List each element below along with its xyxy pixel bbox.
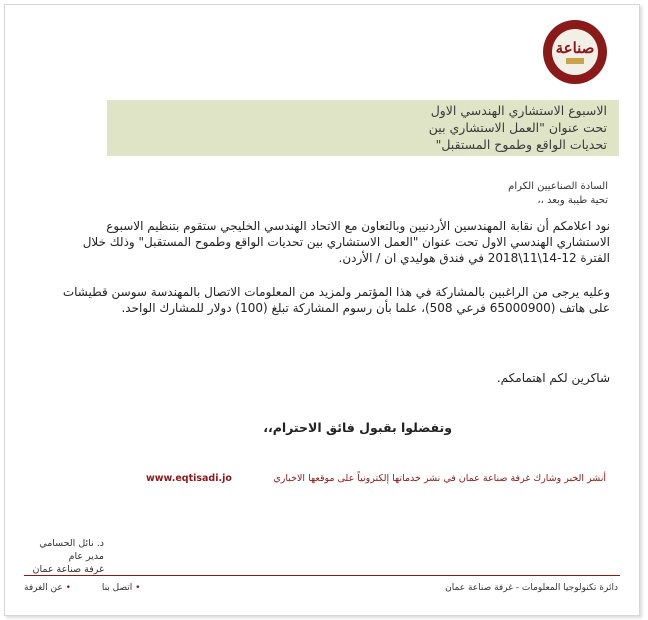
footer-links <box>24 583 164 593</box>
body-paragraph-2: وعليه يرجى من الراغبين بالمشاركة في هذا المؤتمر ولمزيد من المعلومات الاتصال بالمهندسة سوسن قطيشات على هاتف (65000900 فرعي 508)، علما بأن رسوم المشاركة تبلغ (100) دولار للمشارك الواحد. <box>62 285 610 315</box>
footer-link-about-label: عن الغرفة <box>24 583 63 593</box>
title-line-1: الاسبوع الاستشاري الهندسي الاول <box>430 103 607 118</box>
greeting-addressee: السادة الصناعيين الكرام <box>508 181 608 192</box>
logo-band <box>566 58 584 64</box>
title-line-3: تحديات الواقع وطموح المستقبل" <box>435 137 607 152</box>
logo-mark: صناعة <box>555 38 595 57</box>
bullet-icon: • <box>135 583 141 593</box>
chamber-logo <box>543 20 607 84</box>
greeting-salutation: تحية طيبة وبعد ،، <box>537 195 608 206</box>
thanks-line: شاكرين لكم اهتمامكم. <box>496 371 610 385</box>
bullet-icon: • <box>65 583 71 593</box>
signature-name: د. نائل الحسامي <box>39 538 104 549</box>
body-paragraph-1: نود اعلامكم أن نقابة المهندسين الأردنيين وبالتعاون مع الاتحاد الهندسي الخليجي ستقوم بتنظيم الاسبوع الاستشاري الهندسي الاول تحت عنوان "العمل الاستشاري بين تحديات الواقع وطموح المستقبل" وذلك خلال الفترة 12-14\11\2018 في فندق هوليدي ان / الأردن. <box>82 219 610 265</box>
closing-line: وتفضلوا بقبول فائق الاحترام،، <box>263 420 452 435</box>
footer-link-contact-label: اتصل بنا <box>101 583 133 593</box>
footer-divider <box>24 575 620 576</box>
title-line-2: تحت عنوان "العمل الاستشاري بين <box>428 120 607 135</box>
promo-text: أنشر الخبر وشارك غرفة صناعة عمان في نشر خدماتها إلكترونياً على موقعها الاخباري <box>273 473 606 484</box>
footer-link-about[interactable] <box>24 583 71 593</box>
footer-department: دائرة تكنولوجيا المعلومات - غرفة صناعة عمان <box>445 583 618 593</box>
signature-org: غرفة صناعة عمان <box>32 564 104 575</box>
logo-emblem <box>552 29 598 75</box>
signature-role: مدير عام <box>68 551 104 562</box>
footer-link-contact[interactable] <box>102 583 141 593</box>
promo-site-link[interactable]: www.eqtisadi.jo <box>146 473 232 484</box>
event-title-box <box>107 100 619 156</box>
